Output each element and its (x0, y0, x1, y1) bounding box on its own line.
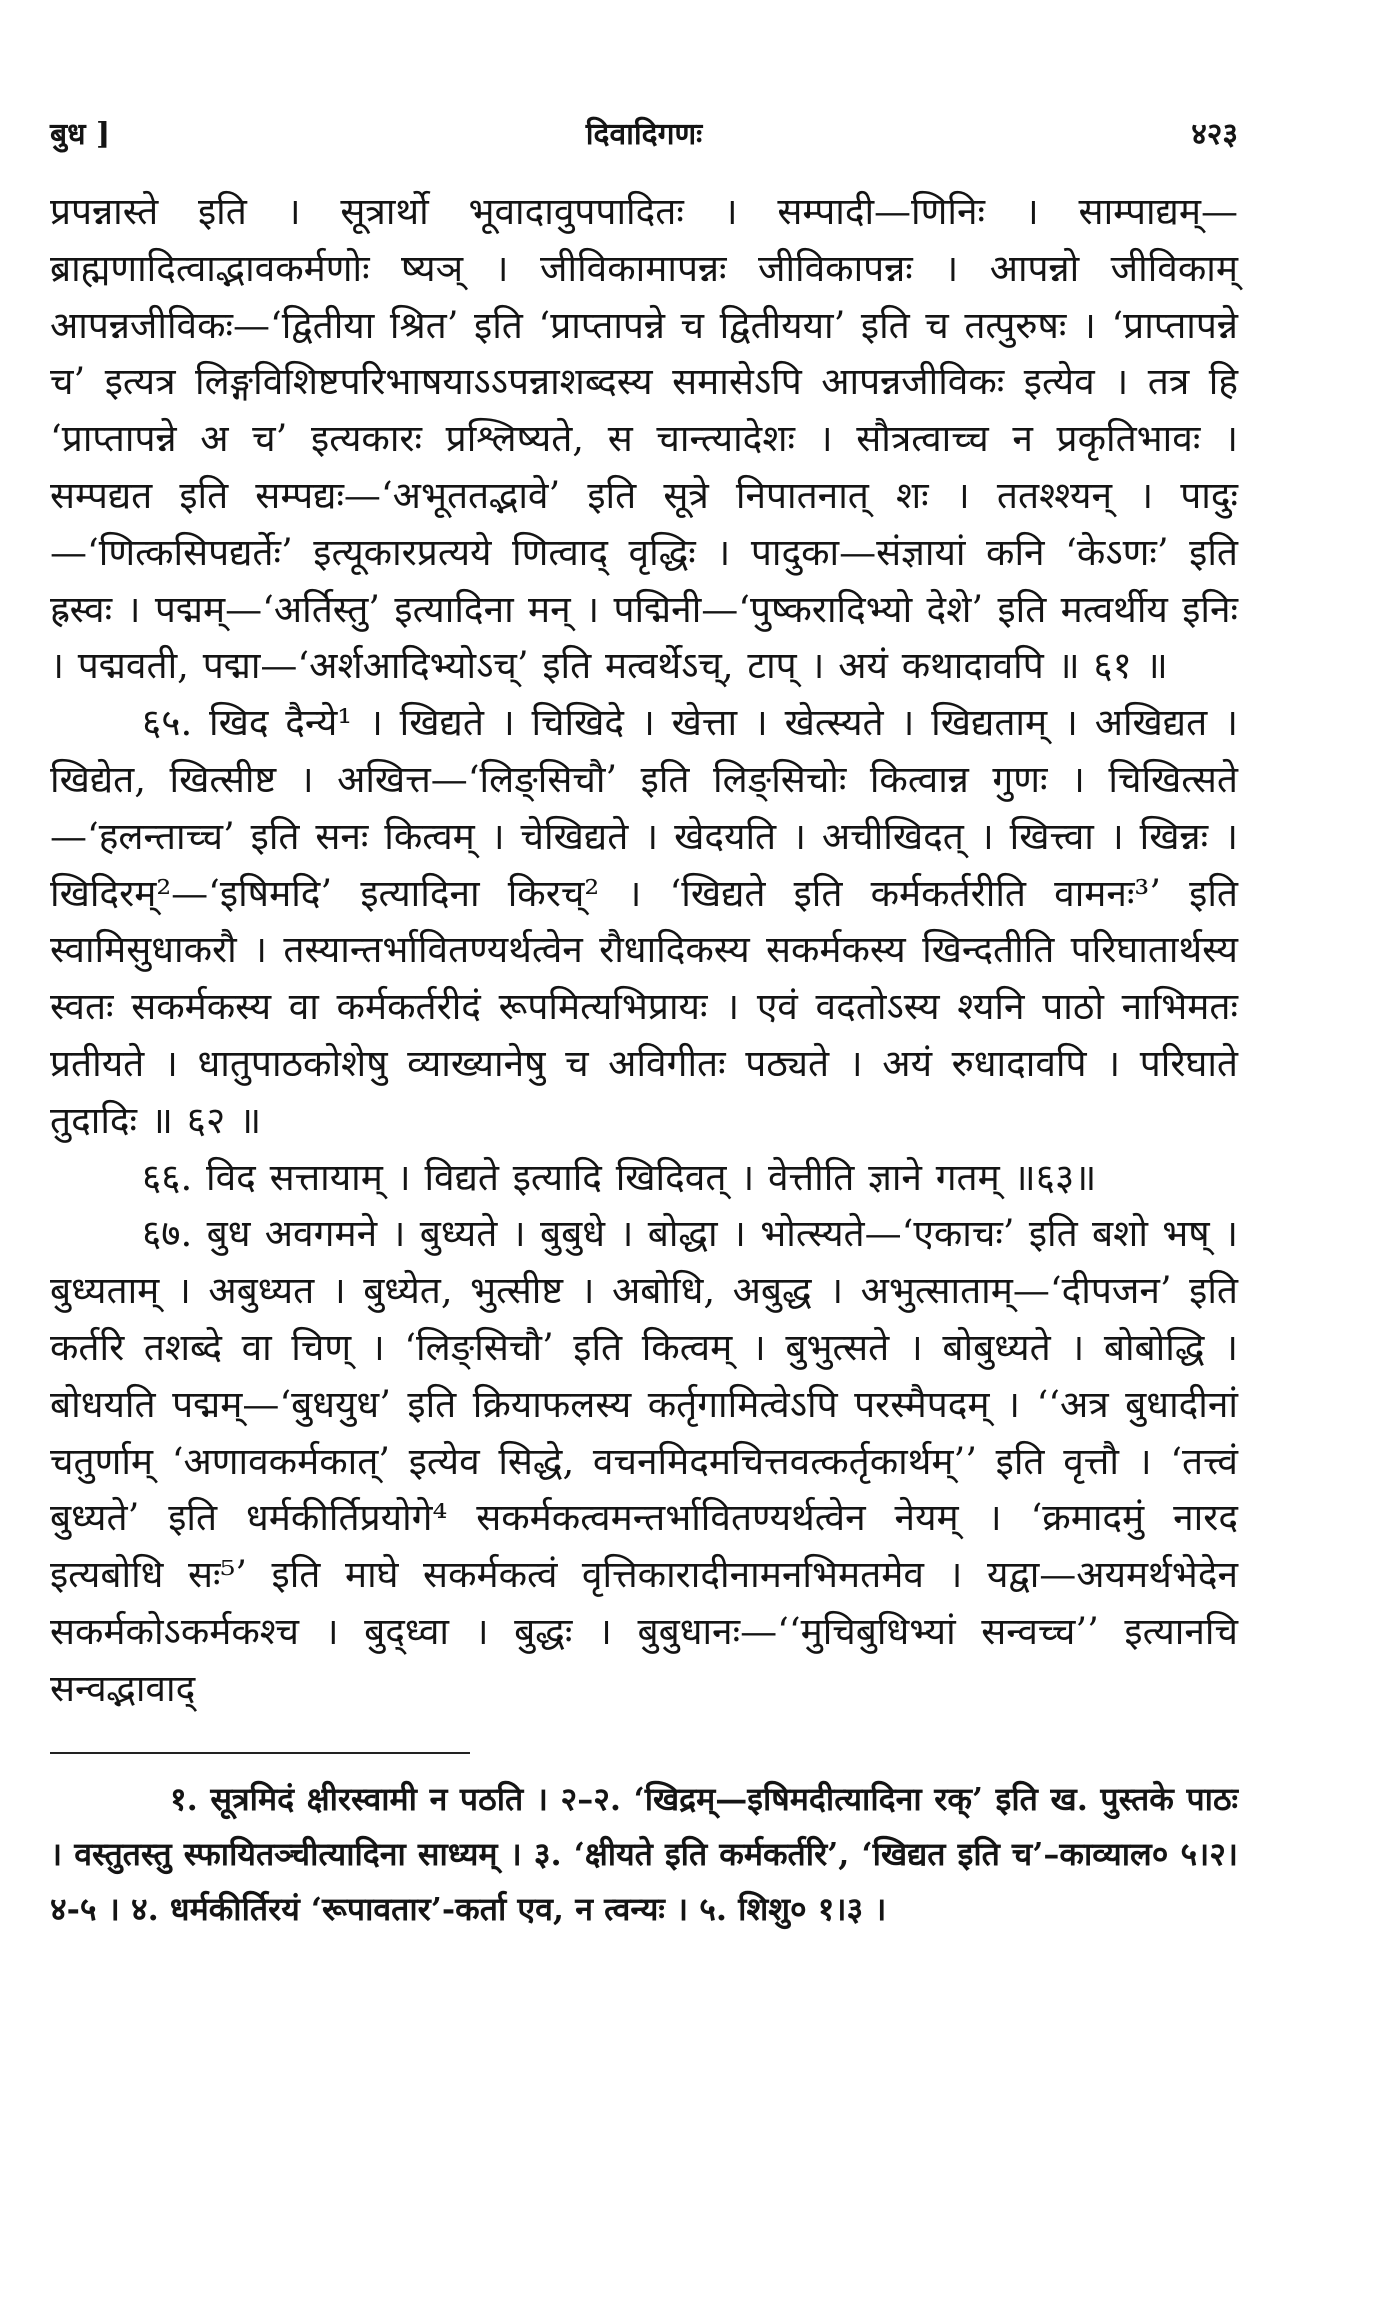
paragraph-continued: प्रपन्नास्ते इति । सूत्रार्थो भूवादावुपपादितः । सम्पादी—णिनिः । साम्पाद्यम्—ब्राह्मणादित्वाद्भावकर्मणोः ष्यञ् । जीविकामापन्नः जीविकापन्नः । आपन्नो जीविकाम् आपन्नजीविकः—‘द्वितीया श्रित’ इति ‘प्राप्तापन्ने च द्वितीयया’ इति च तत्पुरुषः । ‘प्राप्तापन्ने च’ इत्यत्र लिङ्गविशिष्टपरिभाषयाऽऽपन्नाशब्दस्य समासेऽपि आपन्नजीविकः इत्येव । तत्र हि ‘प्राप्तापन्ने अ च’ इत्यकारः प्रश्लिष्यते, स चान्त्यादेशः । सौत्रत्वाच्च न प्रकृतिभावः । सम्पद्यत इति सम्पद्यः—‘अभूततद्भावे’ इति सूत्रे निपातनात् शः । ततश्श्यन् । पादुः—‘णित्कसिपद्यर्तेः’ इत्यूकारप्रत्यये णित्वाद् वृद्धिः । पादुका—संज्ञायां कनि ‘केऽणः’ इति ह्रस्वः । पद्मम्—‘अर्तिस्तु’ इत्यादिना मन् । पद्मिनी—‘पुष्करादिभ्यो देशे’ इति मत्वर्थीय इनिः । पद्मवती, पद्मा—‘अर्शआदिभ्योऽच्’ इति मत्वर्थेऽच्, टाप् । अयं कथादावपि ॥ ६१ ॥ (50, 190, 1238, 688)
footnotes: १. सूत्रमिदं क्षीरस्वामी न पठति । २–२. ‘खिद्रम्—इषिमदीत्यादिना रक्’ इति ख. पुस्तके पाठः । वस्तुतस्तु स्फायितञ्चीत्यादिना साध्यम् । ३. ‘क्षीयते इति कर्मकर्तरि’, ‘खिद्यत इति च’–काव्याल० ५।२।४-५ । ४. धर्मकीर्तिरयं ‘रूपावतार’-कर्ता एव, न त्वन्यः । ५. शिशु० १।३ । (50, 1779, 1238, 1928)
paragraph-sutra-65: ६५. खिद दैन्ये¹ । खिद्यते । चिखिदे । खेत्ता । खेत्स्यते । खिद्यताम् । अखिद्यत । खिद्येत, खित्सीष्ट । अखित्त—‘लिङ्सिचौ’ इति लिङ्सिचोः कित्वान्न गुणः । चिखित्सते—‘हलन्ताच्च’ इति सनः कित्वम् । चेखिद्यते । खेदयति । अचीखिदत् । खित्त्वा । खिन्नः । खिदिरम्²—‘इषिमदि’ इत्यादिना किरच्² । ‘खिद्यते इति कर्मकर्तरीति वामनः³’ इति स्वामिसुधाकरौ । तस्यान्तर्भावितण्यर्थत्वेन रौधादिकस्य सकर्मकस्य खिन्दतीति परिघातार्थस्य स्वतः सकर्मकस्य वा कर्मकर्तरीदं रूपमित्यभिप्रायः । एवं वदतोऽस्य श्यनि पाठो नाभिमतः प्रतीयते । धातुपाठकोशेषु व्याख्यानेषु च अविगीतः पठ्यते । अयं रुधादावपि । परिघाते तुदादिः ॥ ६२ ॥ (50, 701, 1238, 1142)
page-number: ४२३ (1191, 117, 1238, 152)
paragraph-sutra-67: ६७. बुध अवगमने । बुध्यते । बुबुधे । बोद्धा । भोत्स्यते—‘एकाचः’ इति बशो भष् । बुध्यताम् । अबुध्यत । बुध्येत, भुत्सीष्ट । अबोधि, अबुद्ध । अभुत्साताम्—‘दीपजन’ इति कर्तरि तशब्दे वा चिण् । ‘लिङ्सिचौ’ इति कित्वम् । बुभुत्सते । बोबुध्यते । बोबोद्धि । बोधयति पद्मम्—‘बुधयुध’ इति क्रियाफलस्य कर्तृगामित्वेऽपि परस्मैपदम् । ‘‘अत्र बुधादीनां चतुर्णाम् ‘अणावकर्मकात्’ इत्येव सिद्धे, वचनमिदमचित्तवत्कर्तृकार्थम्’’ इति वृत्तौ । ‘तत्त्वं बुध्यते’ इति धर्मकीर्तिप्रयोगे⁴ सकर्मकत्वमन्तर्भावितण्यर्थत्वेन नेयम् । ‘क्रमादमुं नारद इत्यबोधि सः⁵’ इति माघे सकर्मकत्वं वृत्तिकारादीनामनभिमतमेव । यद्वा—अयमर्थभेदेन सकर्मकोऽकर्मकश्च । बुद्ध्वा । बुद्धः । बुबुधानः—‘‘मुचिबुधिभ्यां सन्वच्च’’ इत्यानचि सन्वद्भावाद् (50, 1212, 1238, 1710)
paragraph-sutra-66: ६६. विद सत्तायाम् । विद्यते इत्यादि खिदिवत् । वेत्तीति ज्ञाने गतम् ॥६३॥ (142, 1155, 1097, 1199)
main-text (50, 184, 1238, 1718)
section-label: बुध ] (50, 117, 111, 152)
running-header (50, 112, 1238, 184)
chapter-title: दिवादिगणः (585, 117, 703, 152)
footnote-divider (50, 1752, 470, 1754)
